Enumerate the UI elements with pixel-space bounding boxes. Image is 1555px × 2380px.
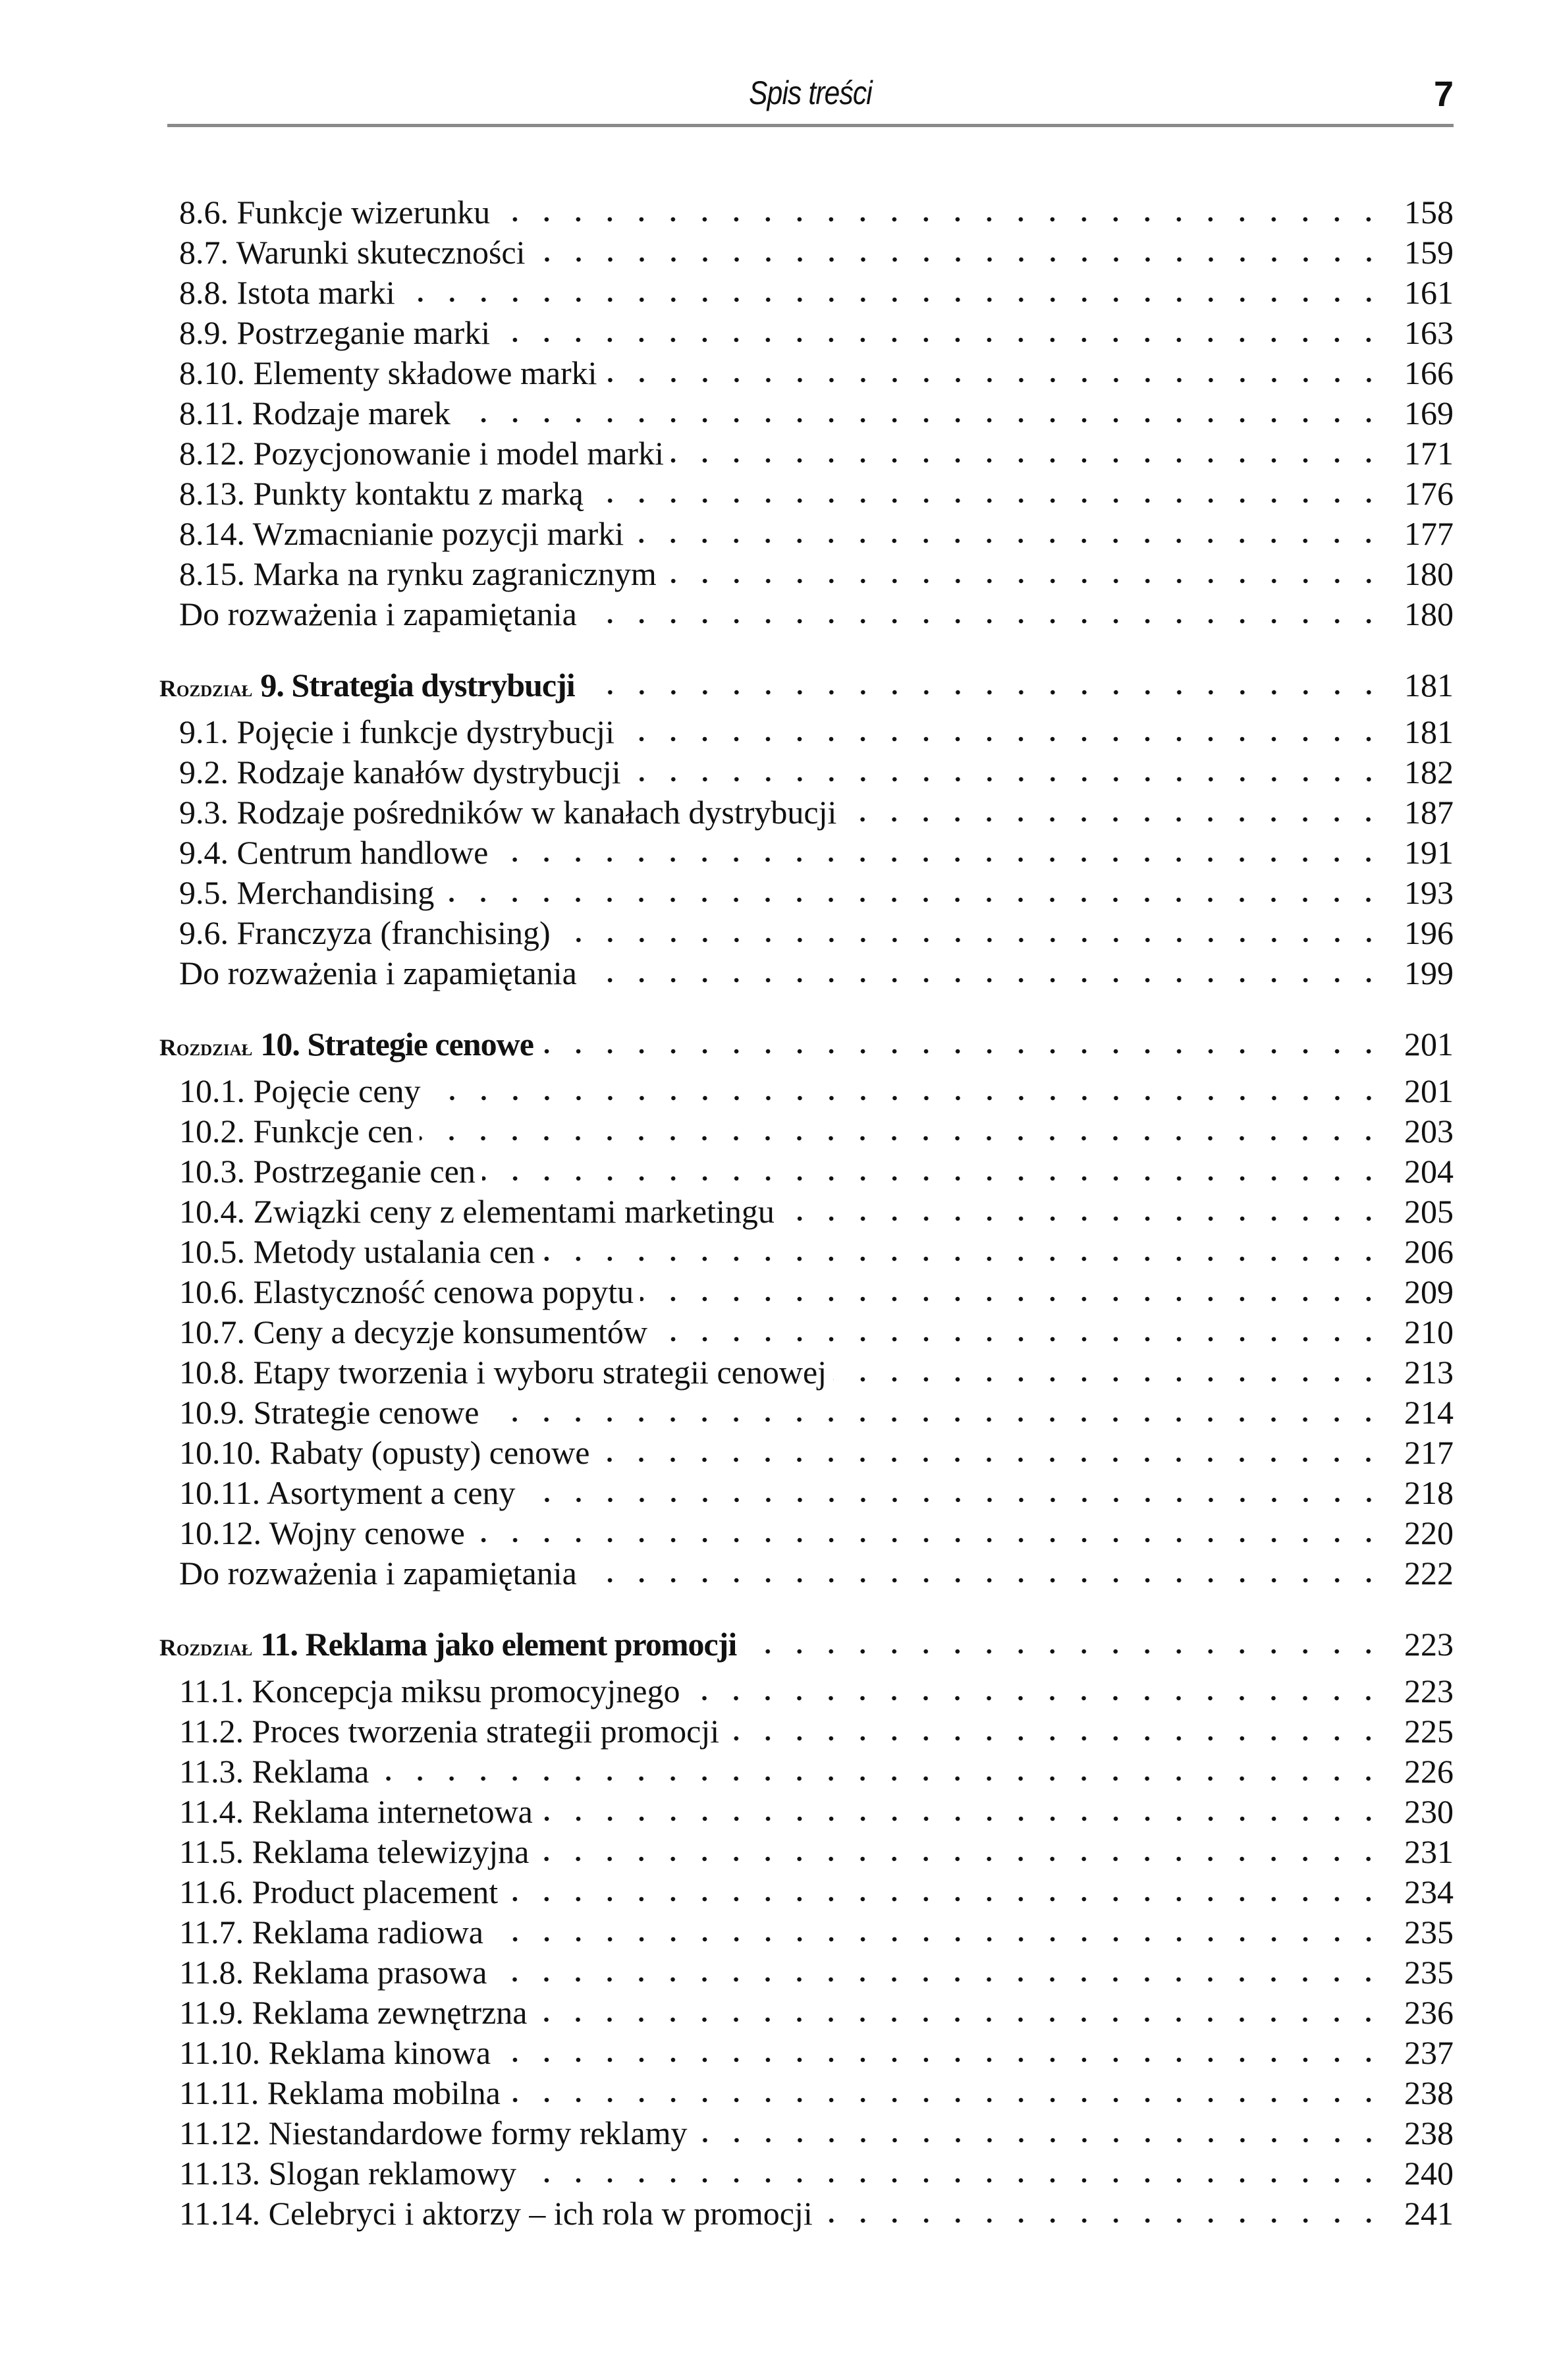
entry-title: 8.6. Funkcje wizerunku (179, 194, 491, 231)
toc-entry (159, 833, 1454, 873)
toc-entry (159, 2194, 1454, 2234)
dot-leader (843, 810, 1384, 823)
toc-entry (159, 353, 1454, 393)
dot-leader (441, 891, 1384, 904)
toc-entry (159, 1711, 1454, 1752)
entry-title: 8.8. Istota marki (179, 274, 395, 311)
dot-leader (694, 2131, 1384, 2144)
dot-leader (596, 1451, 1384, 1464)
toc-entry (159, 1071, 1454, 1111)
dot-leader (457, 411, 1384, 424)
dot-leader (630, 532, 1384, 545)
toc-entry (159, 594, 1454, 634)
entry-page-number: 241 (1404, 2195, 1454, 2232)
chapter-title (159, 1624, 743, 1668)
header-title: Spis treści (749, 74, 872, 111)
entry-page-number: 187 (1404, 794, 1454, 831)
toc-entry (159, 1952, 1454, 1993)
entry-title: 10.1. Pojęcie ceny (179, 1072, 421, 1109)
entry-title: 10.5. Metody ustalania cen (179, 1233, 535, 1270)
dot-leader (670, 451, 1384, 464)
toc-entry (159, 393, 1454, 433)
entry-page-number: 176 (1404, 475, 1454, 512)
toc-entry (159, 2153, 1454, 2194)
dot-leader (557, 931, 1384, 944)
dot-leader (833, 1370, 1384, 1383)
toc-entry (159, 2073, 1454, 2113)
dot-leader (781, 1209, 1384, 1223)
chapter-title-text: 9. Strategia dystrybucji (260, 667, 575, 704)
header-divider (167, 124, 1454, 127)
dot-leader (482, 1169, 1384, 1182)
entry-page-number: 223 (1404, 1673, 1454, 1709)
entry-page-number: 235 (1404, 1914, 1454, 1951)
dot-leader (533, 2010, 1384, 2024)
dot-leader (743, 1642, 1384, 1655)
entry-page-number: 210 (1404, 1314, 1454, 1350)
entry-page-number: 180 (1404, 595, 1454, 632)
entry-page-number: 166 (1404, 354, 1454, 391)
toc-entry (159, 313, 1454, 353)
entry-title: 11.7. Reklama radiowa (179, 1914, 483, 1951)
entry-title: 8.14. Wzmacnianie pozycji marki (179, 515, 624, 552)
entry-title: 8.7. Warunki skuteczności (179, 234, 526, 271)
dot-leader (654, 1330, 1384, 1343)
entry-title: 11.10. Reklama kinowa (179, 2034, 491, 2071)
dot-leader (507, 2091, 1384, 2104)
entry-title: 8.13. Punkty kontaktu z marką (179, 475, 584, 512)
toc-entry (159, 1393, 1454, 1433)
page-number: 7 (1433, 74, 1454, 114)
entry-title: 10.12. Wojny cenowe (179, 1514, 465, 1551)
entry-title: 10.3. Postrzeganie cen (179, 1153, 476, 1190)
chapter-page-number: 181 (1404, 667, 1454, 704)
entry-page-number: 181 (1404, 713, 1454, 750)
toc-entry (159, 752, 1454, 792)
dot-leader (420, 1129, 1384, 1142)
dot-leader (485, 1410, 1384, 1424)
entry-page-number: 169 (1404, 395, 1454, 431)
entry-title: 8.12. Pozycjonowanie i model marki (179, 435, 664, 472)
dot-leader (819, 2211, 1384, 2225)
entry-page-number: 163 (1404, 314, 1454, 351)
toc-entry (159, 1792, 1454, 1832)
entry-page-number: 237 (1404, 2034, 1454, 2071)
toc-entry (159, 1151, 1454, 1192)
entry-page-number: 231 (1404, 1833, 1454, 1870)
dot-leader (523, 2171, 1384, 2184)
entry-page-number: 203 (1404, 1113, 1454, 1149)
entry-page-number: 193 (1404, 874, 1454, 911)
toc-entry (159, 792, 1454, 833)
toc-entry (159, 953, 1454, 993)
entry-page-number: 196 (1404, 914, 1454, 951)
toc-entry (159, 1232, 1454, 1272)
dot-leader (726, 1729, 1384, 1742)
chapter-heading (159, 665, 1454, 712)
entry-page-number: 191 (1404, 834, 1454, 871)
entry-page-number: 159 (1404, 234, 1454, 271)
entry-title: 9.4. Centrum handlowe (179, 834, 489, 871)
toc-entry (159, 1872, 1454, 1912)
dot-leader (535, 1850, 1384, 1863)
entry-title: 11.5. Reklama telewizyjna (179, 1833, 530, 1870)
entry-title: 10.2. Funkcje cen (179, 1113, 414, 1149)
toc-entry (159, 1553, 1454, 1593)
entry-title: 10.6. Elastyczność cenowa popytu (179, 1273, 634, 1310)
entry-page-number: 217 (1404, 1434, 1454, 1471)
entry-page-number: 220 (1404, 1514, 1454, 1551)
toc-entry (159, 1513, 1454, 1553)
entry-page-number: 238 (1404, 2115, 1454, 2151)
toc-entry (159, 474, 1454, 514)
chapter-heading (159, 1624, 1454, 1671)
entry-page-number: 236 (1404, 1994, 1454, 2031)
toc-entry (159, 1832, 1454, 1872)
chapter-word: Rozdział (159, 1034, 253, 1061)
entry-title: 9.3. Rodzaje pośredników w kanałach dystrybucji (179, 794, 837, 831)
toc-entry (159, 1993, 1454, 2033)
toc-entry (159, 2113, 1454, 2153)
dot-leader (402, 291, 1384, 304)
dot-leader (493, 1970, 1384, 1983)
entry-title: 10.8. Etapy tworzenia i wyboru strategii cenowej (179, 1354, 827, 1391)
chapter-word: Rozdział (159, 1634, 253, 1661)
entry-page-number: 182 (1404, 754, 1454, 790)
entry-title: 11.14. Celebryci i aktorzy – ich rola w promocji (179, 2195, 813, 2232)
entry-title: 8.9. Postrzeganie marki (179, 314, 491, 351)
dot-leader (640, 1290, 1384, 1303)
dot-leader (584, 1571, 1384, 1584)
running-header (167, 74, 1454, 126)
toc-entry (159, 1912, 1454, 1952)
toc-entry (159, 273, 1454, 313)
dot-leader (663, 572, 1384, 585)
entry-title: 8.10. Elementy składowe marki (179, 354, 597, 391)
toc-entry (159, 913, 1454, 953)
dot-leader (541, 1250, 1384, 1263)
entry-title: 11.3. Reklama (179, 1753, 369, 1790)
chapter-word: Rozdział (159, 675, 253, 702)
dot-leader (686, 1689, 1384, 1702)
entry-title: 11.8. Reklama prasowa (179, 1954, 487, 1991)
toc-entry (159, 1671, 1454, 1711)
dot-leader (472, 1531, 1384, 1544)
toc-entry (159, 1473, 1454, 1513)
entry-page-number: 199 (1404, 955, 1454, 991)
entry-page-number: 180 (1404, 555, 1454, 592)
toc-entry (159, 1111, 1454, 1151)
chapter-title-text: 10. Strategie cenowe (260, 1026, 533, 1063)
entry-title: 11.9. Reklama zewnętrzna (179, 1994, 528, 2031)
entry-page-number: 218 (1404, 1474, 1454, 1511)
toc-entry (159, 873, 1454, 913)
dot-leader (427, 1089, 1384, 1102)
dot-leader (584, 971, 1384, 984)
chapter-page-number: 201 (1404, 1026, 1454, 1063)
toc-entry (159, 712, 1454, 752)
dot-leader (590, 491, 1384, 505)
entry-title: 11.6. Product placement (179, 1873, 499, 1910)
toc-entry (159, 1312, 1454, 1352)
entry-page-number: 204 (1404, 1153, 1454, 1190)
chapter-title (159, 1024, 540, 1068)
dot-leader (621, 730, 1384, 743)
entry-title: 9.1. Pojęcie i funkcje dystrybucji (179, 713, 614, 750)
entry-page-number: 235 (1404, 1954, 1454, 1991)
dot-leader (497, 331, 1384, 344)
entry-title: 10.10. Rabaty (opusty) cenowe (179, 1434, 590, 1471)
entry-page-number: 171 (1404, 435, 1454, 472)
dot-leader (490, 1930, 1384, 1943)
entry-page-number: 225 (1404, 1713, 1454, 1750)
entry-title: 9.2. Rodzaje kanałów dystrybucji (179, 754, 621, 790)
chapter-heading (159, 1024, 1454, 1071)
dot-leader (497, 2051, 1384, 2064)
entry-title: 10.9. Strategie cenowe (179, 1394, 479, 1431)
entry-page-number: 205 (1404, 1193, 1454, 1230)
entry-title: 10.11. Asortyment a ceny (179, 1474, 516, 1511)
entry-page-number: 226 (1404, 1753, 1454, 1790)
entry-page-number: 214 (1404, 1394, 1454, 1431)
dot-leader (582, 683, 1384, 696)
entry-title: Do rozważenia i zapamiętania (179, 955, 577, 991)
dot-leader (495, 850, 1384, 864)
toc-entry (159, 433, 1454, 474)
dot-leader (532, 250, 1385, 263)
entry-page-number: 177 (1404, 515, 1454, 552)
toc-entry (159, 1272, 1454, 1312)
dot-leader (540, 1042, 1384, 1055)
entry-page-number: 206 (1404, 1233, 1454, 1270)
table-of-contents (159, 192, 1454, 2234)
toc-entry (159, 1752, 1454, 1792)
dot-leader (375, 1769, 1384, 1783)
entry-page-number: 234 (1404, 1873, 1454, 1910)
dot-leader (604, 371, 1384, 384)
dot-leader (522, 1491, 1384, 1504)
entry-page-number: 240 (1404, 2155, 1454, 2192)
entry-title: 11.13. Slogan reklamowy (179, 2155, 516, 2192)
entry-title: 11.4. Reklama internetowa (179, 1793, 533, 1830)
entry-page-number: 222 (1404, 1555, 1454, 1591)
chapter-page-number: 223 (1404, 1626, 1454, 1663)
entry-title: 10.4. Związki ceny z elementami marketingu (179, 1193, 775, 1230)
chapter-title (159, 665, 582, 709)
toc-entry (159, 2033, 1454, 2073)
toc-entry (159, 192, 1454, 233)
toc-entry (159, 1192, 1454, 1232)
entry-title: 11.1. Koncepcja miksu promocyjnego (179, 1673, 680, 1709)
entry-page-number: 209 (1404, 1273, 1454, 1310)
entry-title: 8.11. Rodzaje marek (179, 395, 450, 431)
toc-entry (159, 1433, 1454, 1473)
dot-leader (584, 612, 1384, 625)
entry-page-number: 213 (1404, 1354, 1454, 1391)
entry-page-number: 201 (1404, 1072, 1454, 1109)
toc-entry (159, 554, 1454, 594)
entry-page-number: 158 (1404, 194, 1454, 231)
entry-title: 8.15. Marka na rynku zagranicznym (179, 555, 657, 592)
entry-title: 11.11. Reklama mobilna (179, 2074, 501, 2111)
toc-entry (159, 233, 1454, 273)
dot-leader (505, 1890, 1384, 1903)
toc-entry (159, 1352, 1454, 1393)
entry-title: 10.7. Ceny a decyzje konsumentów (179, 1314, 647, 1350)
entry-page-number: 238 (1404, 2074, 1454, 2111)
entry-page-number: 230 (1404, 1793, 1454, 1830)
entry-page-number: 161 (1404, 274, 1454, 311)
entry-title: Do rozważenia i zapamiętania (179, 1555, 577, 1591)
dot-leader (497, 210, 1384, 223)
entry-title: 11.2. Proces tworzenia strategii promocji (179, 1713, 720, 1750)
entry-title: Do rozważenia i zapamiętania (179, 595, 577, 632)
chapter-title-text: 11. Reklama jako element promocji (260, 1626, 737, 1663)
entry-title: 9.5. Merchandising (179, 874, 435, 911)
dot-leader (628, 770, 1384, 783)
toc-entry (159, 514, 1454, 554)
entry-title: 11.12. Niestandardowe formy reklamy (179, 2115, 688, 2151)
dot-leader (539, 1810, 1384, 1823)
entry-title: 9.6. Franczyza (franchising) (179, 914, 551, 951)
